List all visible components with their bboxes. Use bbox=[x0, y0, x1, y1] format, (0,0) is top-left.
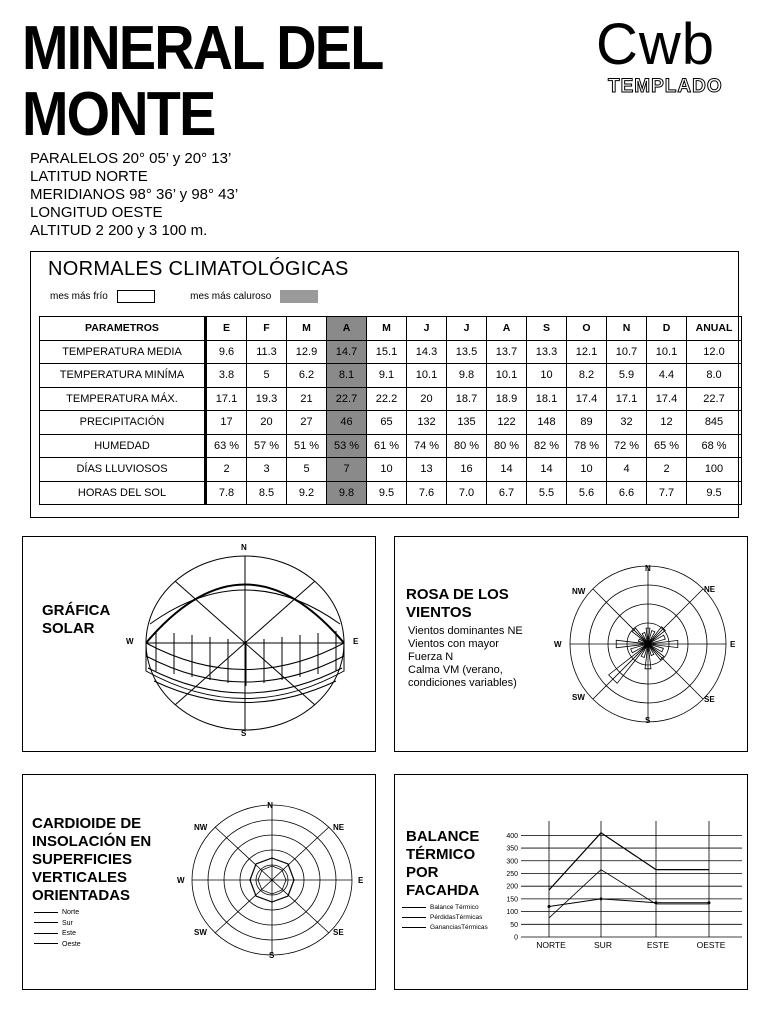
normales-title: NORMALES CLIMATOLÓGICAS bbox=[48, 258, 349, 280]
table-cell: 10.1 bbox=[647, 340, 687, 364]
table-cell: 57 % bbox=[247, 434, 287, 458]
table-row bbox=[40, 481, 742, 505]
cardioid-label-w: W bbox=[177, 876, 185, 885]
solar-label-s: S bbox=[241, 729, 247, 738]
wind-rose bbox=[394, 536, 746, 750]
table-cell: 14 bbox=[487, 458, 527, 482]
solar-title-line: SOLAR bbox=[42, 620, 95, 637]
table-cell: 10.1 bbox=[407, 364, 447, 388]
climate-table bbox=[39, 316, 742, 505]
wind-note: Calma VM (verano, bbox=[408, 664, 503, 676]
location-info bbox=[30, 150, 238, 240]
table-cell: 9.8 bbox=[327, 481, 367, 505]
table-cell: 2 bbox=[206, 458, 247, 482]
wind-note: Vientos dominantes NE bbox=[408, 625, 523, 637]
chart-x-tick-label: ESTE bbox=[646, 940, 670, 950]
table-cell: 22.7 bbox=[687, 387, 742, 411]
table-cell: 8.0 bbox=[687, 364, 742, 388]
table-row bbox=[40, 458, 742, 482]
table-header-month: ANUAL bbox=[687, 317, 742, 341]
table-param-cell: TEMPERATURA MINÍMA bbox=[40, 364, 206, 388]
table-cell: 9.5 bbox=[367, 481, 407, 505]
location-line: LATITUD NORTE bbox=[30, 168, 148, 185]
table-cell: 148 bbox=[527, 411, 567, 435]
wind-label-e: E bbox=[730, 640, 736, 649]
cardioid-legend-label: Sur bbox=[62, 919, 73, 927]
cardioid-label-ne: NE bbox=[333, 823, 345, 832]
chart-y-tick-label: 100 bbox=[506, 909, 518, 917]
table-cell: 18.7 bbox=[447, 387, 487, 411]
table-cell: 6.6 bbox=[607, 481, 647, 505]
table-cell: 16 bbox=[447, 458, 487, 482]
table-param-cell: HORAS DEL SOL bbox=[40, 481, 206, 505]
table-cell: 14.7 bbox=[327, 340, 367, 364]
wind-label-nw: NW bbox=[572, 587, 586, 596]
table-param-cell: HUMEDAD bbox=[40, 434, 206, 458]
cardioid-label-se: SE bbox=[333, 928, 344, 937]
table-cell: 17.1 bbox=[206, 387, 247, 411]
title-line-1: MINERAL DEL bbox=[22, 14, 383, 83]
table-cell: 80 % bbox=[447, 434, 487, 458]
table-cell: 845 bbox=[687, 411, 742, 435]
table-cell: 2 bbox=[647, 458, 687, 482]
cardioid-label-nw: NW bbox=[194, 823, 208, 832]
wind-label-sw: SW bbox=[572, 693, 585, 702]
table-cell: 12.1 bbox=[567, 340, 607, 364]
chart-y-tick-label: 0 bbox=[514, 934, 518, 942]
balance-legend-label: Balance Térmico bbox=[430, 904, 479, 911]
table-cell: 11.3 bbox=[247, 340, 287, 364]
table-cell: 14 bbox=[527, 458, 567, 482]
table-header-month: A bbox=[327, 317, 367, 341]
chart-y-tick-label: 350 bbox=[506, 845, 518, 853]
table-cell: 72 % bbox=[607, 434, 647, 458]
table-cell: 100 bbox=[687, 458, 742, 482]
cardioid-diagram bbox=[22, 774, 374, 988]
table-cell: 6.2 bbox=[287, 364, 327, 388]
table-cell: 89 bbox=[567, 411, 607, 435]
solar-label-e: E bbox=[353, 637, 359, 646]
table-cell: 18.9 bbox=[487, 387, 527, 411]
location-line: LONGITUD OESTE bbox=[30, 204, 163, 221]
table-cell: 63 % bbox=[206, 434, 247, 458]
table-header-month: S bbox=[527, 317, 567, 341]
chart-y-tick-label: 200 bbox=[506, 883, 518, 891]
table-cell: 7.8 bbox=[206, 481, 247, 505]
legend-cold-label: mes más frío bbox=[50, 291, 108, 303]
legend-hot-label: mes más caluroso bbox=[190, 291, 272, 303]
location-line: PARALELOS 20° 05’ y 20° 13’ bbox=[30, 150, 232, 167]
table-cell: 20 bbox=[407, 387, 447, 411]
table-cell: 9.2 bbox=[287, 481, 327, 505]
table-header-month: E bbox=[206, 317, 247, 341]
chart-y-tick-label: 150 bbox=[506, 896, 518, 904]
table-cell: 5.9 bbox=[607, 364, 647, 388]
table-row bbox=[40, 340, 742, 364]
legend-hot-swatch bbox=[280, 290, 318, 303]
table-cell: 17 bbox=[206, 411, 247, 435]
chart-series-line bbox=[549, 870, 709, 918]
table-cell: 80 % bbox=[487, 434, 527, 458]
table-header-month: F bbox=[247, 317, 287, 341]
wind-title-line: VIENTOS bbox=[406, 604, 472, 621]
table-cell: 20 bbox=[247, 411, 287, 435]
cardioid-label-sw: SW bbox=[194, 928, 207, 937]
wind-note: Vientos con mayor bbox=[408, 638, 499, 650]
normales-legend bbox=[50, 290, 318, 303]
table-cell: 12.0 bbox=[687, 340, 742, 364]
cardioid-title-line: INSOLACIÓN EN bbox=[32, 833, 152, 850]
table-cell: 17.4 bbox=[647, 387, 687, 411]
table-cell: 5 bbox=[287, 458, 327, 482]
chart-x-tick-label: NORTE bbox=[536, 940, 566, 950]
chart-series-line bbox=[549, 899, 709, 907]
table-cell: 14.3 bbox=[407, 340, 447, 364]
table-cell: 21 bbox=[287, 387, 327, 411]
table-header-month: M bbox=[287, 317, 327, 341]
table-cell: 82 % bbox=[527, 434, 567, 458]
wind-label-w: W bbox=[554, 640, 562, 649]
cardioid-title-line: CARDIOIDE DE bbox=[32, 815, 142, 832]
table-row bbox=[40, 387, 742, 411]
table-cell: 132 bbox=[407, 411, 447, 435]
table-header-month: N bbox=[607, 317, 647, 341]
table-cell: 9.8 bbox=[447, 364, 487, 388]
table-param-cell: TEMPERATURA MÁX. bbox=[40, 387, 206, 411]
table-cell: 9.1 bbox=[367, 364, 407, 388]
cardioid-legend-label: Oeste bbox=[62, 940, 81, 948]
table-cell: 7 bbox=[327, 458, 367, 482]
table-cell: 7.6 bbox=[407, 481, 447, 505]
wind-title-line: ROSA DE LOS bbox=[406, 586, 509, 603]
table-cell: 65 bbox=[367, 411, 407, 435]
table-cell: 17.4 bbox=[567, 387, 607, 411]
climate-code: Cwb bbox=[596, 12, 716, 77]
table-cell: 13.5 bbox=[447, 340, 487, 364]
table-cell: 10 bbox=[367, 458, 407, 482]
table-header-row bbox=[40, 317, 742, 341]
wind-label-n: N bbox=[645, 564, 651, 573]
climate-label: TEMPLADO bbox=[608, 76, 723, 97]
table-param-cell: TEMPERATURA MEDIA bbox=[40, 340, 206, 364]
table-cell: 22.2 bbox=[367, 387, 407, 411]
balance-chart bbox=[394, 774, 746, 988]
balance-title-line: POR bbox=[406, 864, 439, 881]
table-cell: 3.8 bbox=[206, 364, 247, 388]
balance-title-line: FACAHDA bbox=[406, 882, 480, 899]
chart-y-tick-label: 50 bbox=[510, 921, 518, 929]
solar-label-n: N bbox=[241, 543, 247, 552]
table-row bbox=[40, 364, 742, 388]
cardioid-legend-label: Norte bbox=[62, 909, 80, 916]
table-cell: 7.7 bbox=[647, 481, 687, 505]
wind-note: Fuerza N bbox=[408, 651, 454, 663]
chart-y-tick-label: 300 bbox=[506, 858, 518, 866]
table-cell: 53 % bbox=[327, 434, 367, 458]
table-param-cell: DÍAS LLUVIOSOS bbox=[40, 458, 206, 482]
cardioid-legend-label: Este bbox=[62, 930, 77, 937]
cardioid-label-s: S bbox=[269, 951, 275, 960]
wind-label-s: S bbox=[645, 716, 651, 725]
table-cell: 9.5 bbox=[687, 481, 742, 505]
table-cell: 8.2 bbox=[567, 364, 607, 388]
solar-diagram bbox=[22, 536, 374, 750]
chart-series-line bbox=[549, 833, 709, 890]
cardioid-label-n: N bbox=[267, 800, 273, 809]
cardioid-title-line: VERTICALES bbox=[32, 869, 128, 886]
table-cell: 19.3 bbox=[247, 387, 287, 411]
table-cell: 12 bbox=[647, 411, 687, 435]
table-header-month: J bbox=[407, 317, 447, 341]
solar-label-w: W bbox=[126, 637, 134, 646]
wind-label-ne: NE bbox=[704, 585, 716, 594]
table-cell: 22.7 bbox=[327, 387, 367, 411]
table-row bbox=[40, 411, 742, 435]
table-cell: 17.1 bbox=[607, 387, 647, 411]
balance-title-line: BALANCE bbox=[406, 828, 480, 845]
location-line: ALTITUD 2 200 y 3 100 m. bbox=[30, 222, 208, 239]
table-header-month: A bbox=[487, 317, 527, 341]
cardioid-title-line: ORIENTADAS bbox=[32, 887, 131, 904]
table-cell: 8.1 bbox=[327, 364, 367, 388]
solar-title-line: GRÁFICA bbox=[42, 602, 111, 619]
table-cell: 13 bbox=[407, 458, 447, 482]
table-cell: 10.1 bbox=[487, 364, 527, 388]
table-cell: 3 bbox=[247, 458, 287, 482]
chart-point bbox=[548, 905, 551, 908]
table-cell: 122 bbox=[487, 411, 527, 435]
wind-label-se: SE bbox=[704, 695, 715, 704]
balance-legend-label: PérdidasTérmicas bbox=[430, 914, 483, 921]
table-cell: 6.7 bbox=[487, 481, 527, 505]
table-cell: 51 % bbox=[287, 434, 327, 458]
table-cell: 4.4 bbox=[647, 364, 687, 388]
table-cell: 5.6 bbox=[567, 481, 607, 505]
table-cell: 9.6 bbox=[206, 340, 247, 364]
table-cell: 32 bbox=[607, 411, 647, 435]
table-cell: 12.9 bbox=[287, 340, 327, 364]
table-header-month: M bbox=[367, 317, 407, 341]
chart-y-tick-label: 400 bbox=[506, 832, 518, 840]
table-cell: 15.1 bbox=[367, 340, 407, 364]
chart-x-tick-label: SUR bbox=[594, 940, 612, 950]
table-cell: 135 bbox=[447, 411, 487, 435]
table-header-month: D bbox=[647, 317, 687, 341]
table-header-month: O bbox=[567, 317, 607, 341]
table-cell: 74 % bbox=[407, 434, 447, 458]
location-line: MERIDIANOS 98° 36’ y 98° 43’ bbox=[30, 186, 239, 203]
table-cell: 10.7 bbox=[607, 340, 647, 364]
title-line-2: MONTE bbox=[22, 80, 215, 149]
table-row bbox=[40, 434, 742, 458]
table-cell: 18.1 bbox=[527, 387, 567, 411]
table-cell: 10 bbox=[567, 458, 607, 482]
table-cell: 13.3 bbox=[527, 340, 567, 364]
table-cell: 46 bbox=[327, 411, 367, 435]
table-header-month: J bbox=[447, 317, 487, 341]
table-param-cell: PRECIPITACIÓN bbox=[40, 411, 206, 435]
table-cell: 68 % bbox=[687, 434, 742, 458]
cardioid-title-line: SUPERFICIES bbox=[32, 851, 133, 868]
table-cell: 4 bbox=[607, 458, 647, 482]
table-header-param: PARAMETROS bbox=[40, 317, 206, 341]
page-title bbox=[22, 16, 382, 148]
table-cell: 13.7 bbox=[487, 340, 527, 364]
balance-legend-label: GananciasTérmicas bbox=[430, 924, 488, 931]
chart-y-tick-label: 250 bbox=[506, 870, 518, 878]
table-cell: 8.5 bbox=[247, 481, 287, 505]
cardioid-label-e: E bbox=[358, 876, 364, 885]
wind-note: condiciones variables) bbox=[408, 677, 517, 689]
table-cell: 78 % bbox=[567, 434, 607, 458]
table-cell: 61 % bbox=[367, 434, 407, 458]
table-cell: 10 bbox=[527, 364, 567, 388]
table-cell: 65 % bbox=[647, 434, 687, 458]
table-cell: 27 bbox=[287, 411, 327, 435]
chart-x-tick-label: OESTE bbox=[696, 940, 726, 950]
table-cell: 5 bbox=[247, 364, 287, 388]
table-cell: 7.0 bbox=[447, 481, 487, 505]
balance-title-line: TÉRMICO bbox=[406, 846, 476, 863]
legend-cold-swatch bbox=[117, 290, 155, 303]
chart-point bbox=[600, 897, 603, 900]
table-cell: 5.5 bbox=[527, 481, 567, 505]
